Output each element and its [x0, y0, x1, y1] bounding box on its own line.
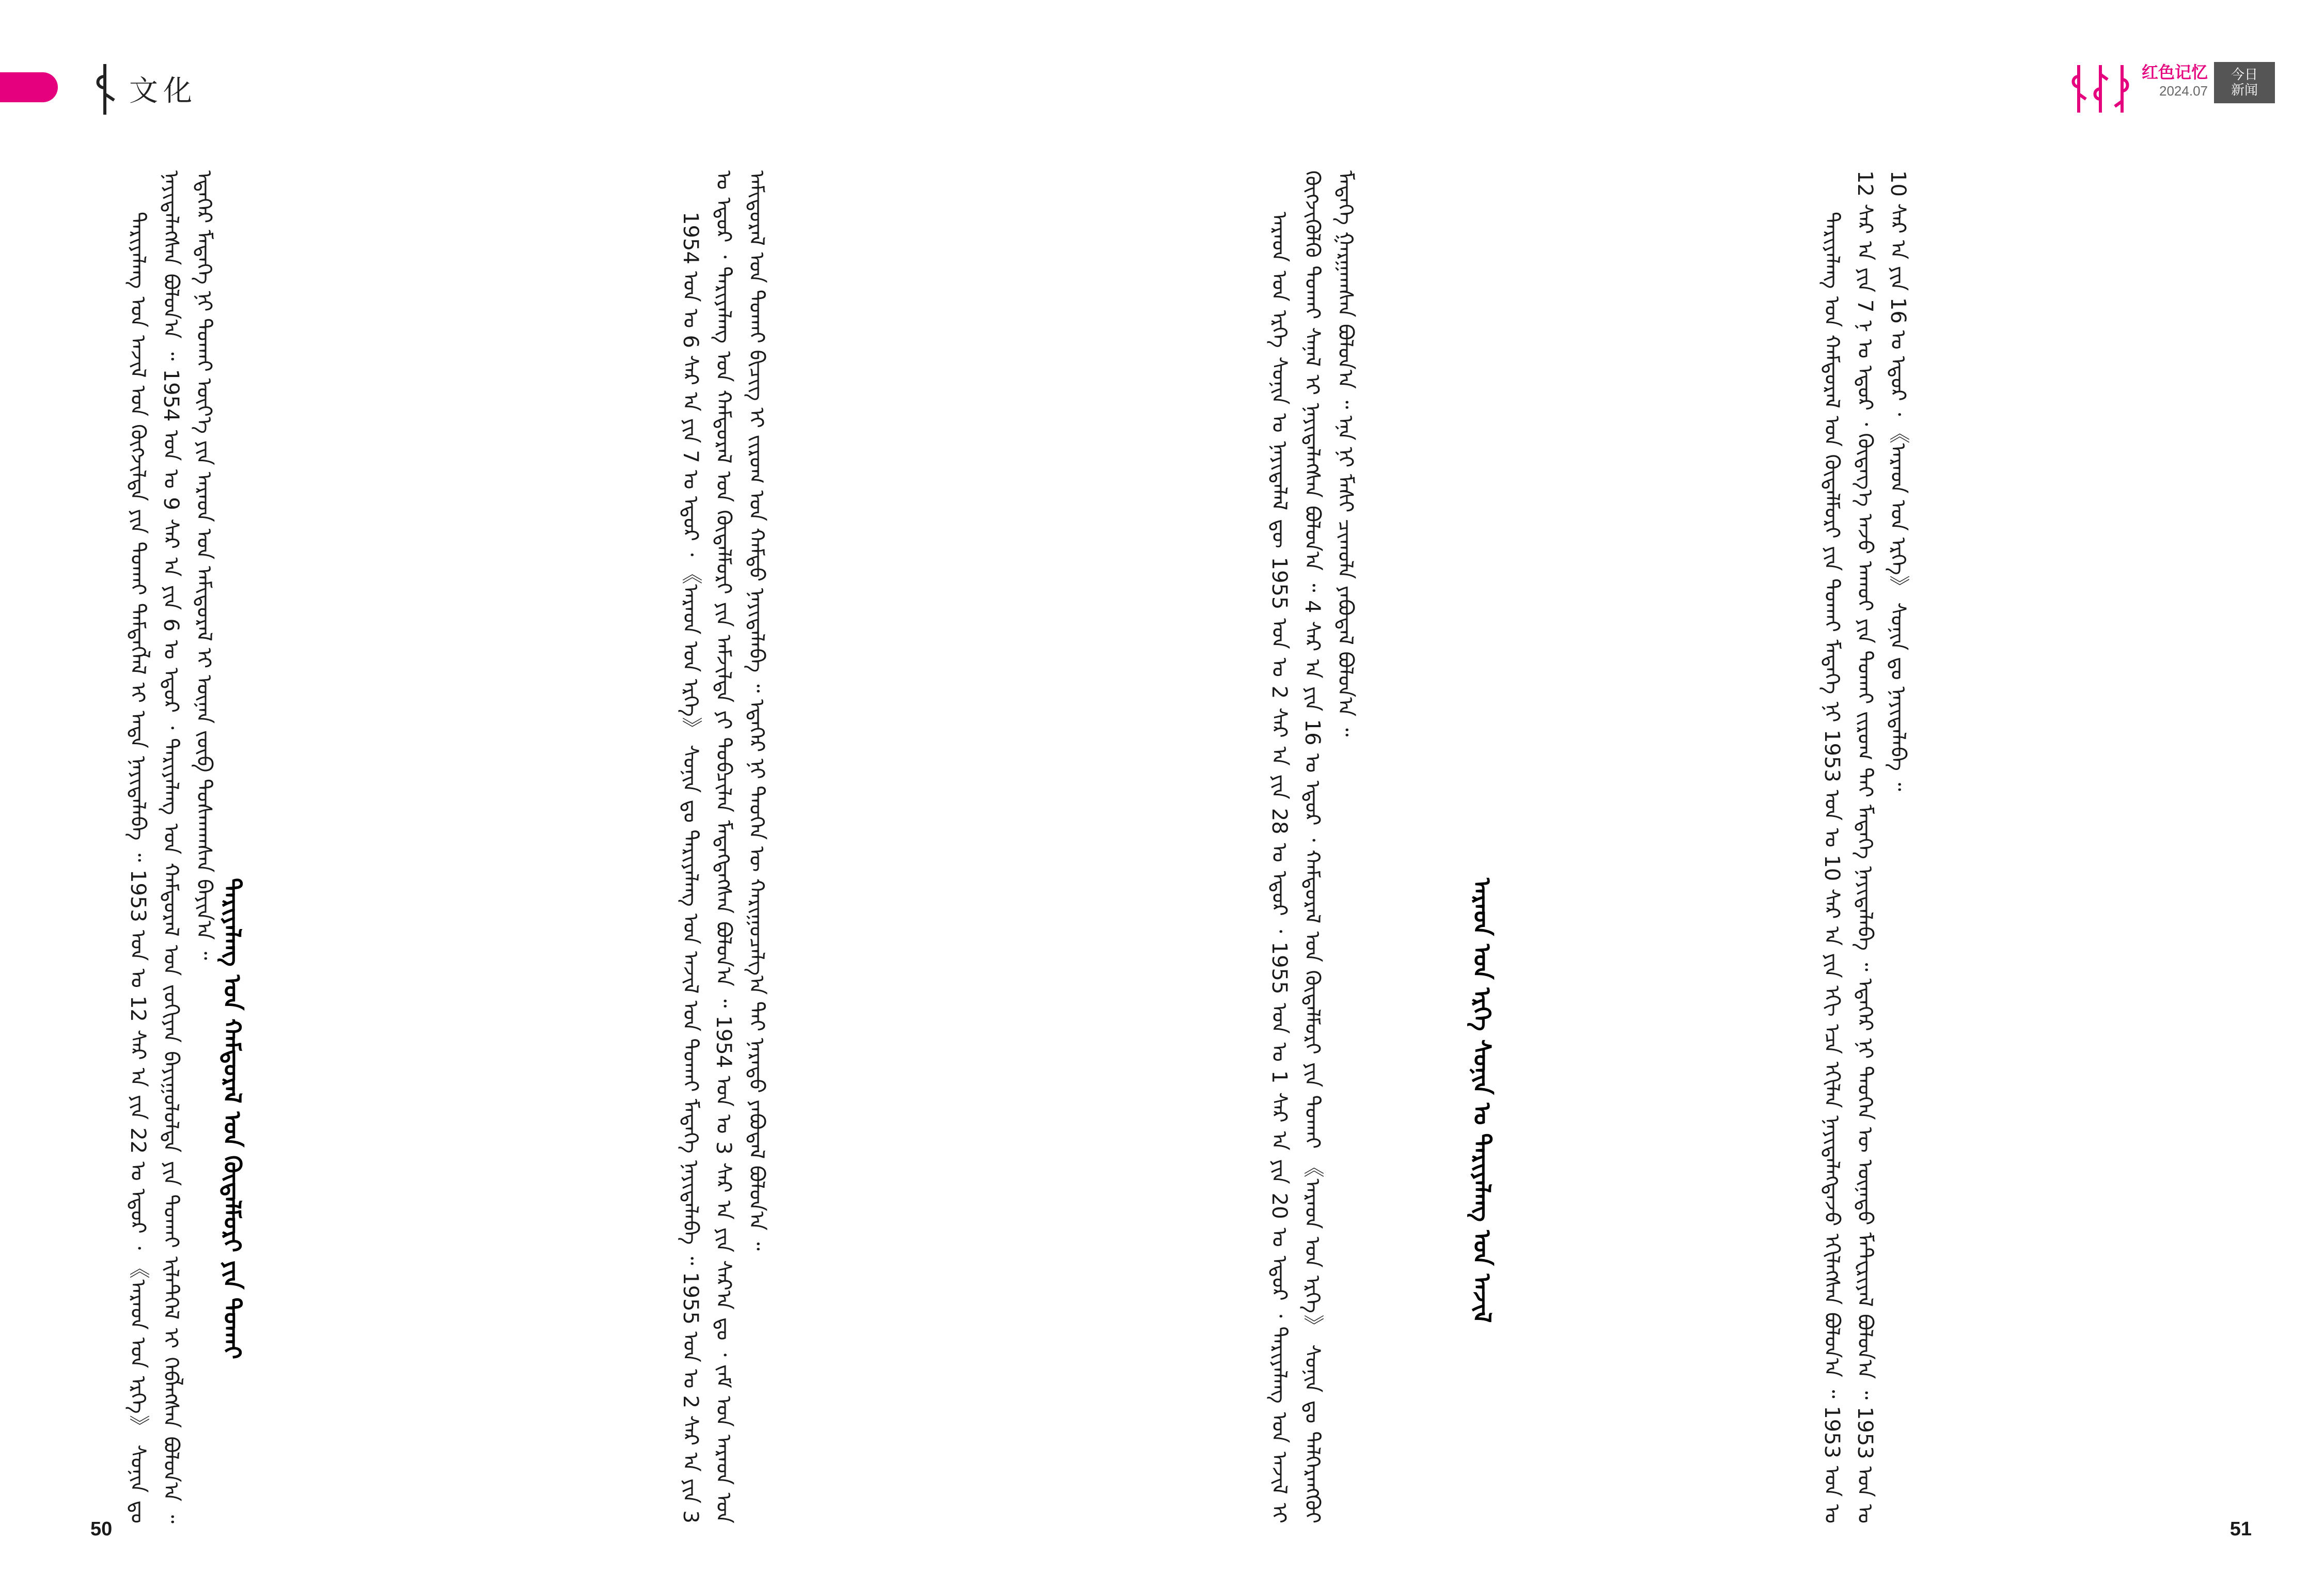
- article-paragraph: 1954 ᠣᠨ ᠤ 6 ᠰᠠᠷ ᠠ ᠶᠢᠨ 7 ᠤ ᠡᠳᠦᠷ ᠂ 《ᠠᠷᠠᠳ ᠤᠨ ᠡᠷᠬᠡ》 ᠰᠣᠨᠢᠨ ᠳᠤ ᠲᠠᠷᠢᠶᠠᠯᠠᠩ ᠤᠨ ᠠᠵᠢᠯ ᠤᠨ ᠲᠤᠬᠠᠢ ᠮᠡᠳᠡᠭᠡ ᠨᠡᠶᠢᠲᠡᠯᠡᠪᠡ ᠃ 1955 ᠣᠨ ᠤ 2 ᠰᠠᠷ ᠠ ᠶᠢᠨ 3 ᠤ ᠡᠳᠦᠷ ᠂ ᠲᠠᠷᠢᠶᠠᠯᠠᠩ ᠤᠨ ᠬᠠᠮᠲᠤᠷᠠᠯ ᠤᠨ ᠬᠥᠳᠡᠯᠮᠦᠷᠢ ᠶᠢᠨ ᠠᠮᠵᠢᠯᠲᠠ ᠶᠢ ᠲᠣᠪᠴᠢᠯᠠᠨ ᠮᠡᠳᠡᠭᠳᠡᠭᠰᠡᠨ ᠪᠣᠯᠤᠨ᠎ᠠ ᠃ 1954 ᠣᠨ ᠤ 3 ᠰᠠᠷ ᠠ ᠶᠢᠨ ᠰᠠᠷ᠎ᠠ ᠳᠤ ᠂ ᠵᠠᠮ ᠤᠨ ᠠᠷᠠᠳ ᠤᠨ ᠠᠮᠢᠳᠤᠷᠠᠯ ᠤᠨ ᠲᠤᠬᠠᠢ ᠪᠢᠴᠢᠭ᠌ ᠢ ᠵᠢᠷᠤᠭ ᠤᠨ ᠬᠠᠮᠲᠤ ᠨᠡᠶᠢᠲᠡᠯᠡᠪᠡ ᠃ ᠡᠳᠡᠭᠡᠷ ᠨᠢ ᠲᠡᠦᠬᠡᠨ ᠦ ᠬᠠᠷᠢᠭᠤᠴᠠᠯᠭ᠎ᠠ ᠲᠠᠢ ᠨᠡᠷᠡᠲᠦ ᠶᠠᠪᠤᠳᠠᠯ ᠪᠣᠯᠤᠨ᠎ᠠ ᠃: [679, 170, 768, 1523]
- article-paragraph: ᠠᠷᠠᠳ ᠤᠨ ᠡᠷᠬᠡ ᠰᠣᠨᠢᠨ ᠤ ᠨᠡᠶᠢᠲᠡᠯᠡᠯ ᠳᠦ 1955 ᠣᠨ ᠤ 2 ᠰᠠᠷ ᠠ ᠶᠢᠨ 28 ᠤ ᠡᠳᠦᠷ ᠂ 1955 ᠣᠨ ᠤ 1 ᠰᠠᠷ ᠠ ᠶᠢᠨ 20 ᠤ ᠡᠳᠦᠷ ᠂ ᠲᠠᠷᠢᠶᠠᠯᠠᠩ ᠤᠨ ᠠᠵᠢᠯ ᠢ ᠬᠥᠭᠵᠢᠭᠦᠯᠬᠦ ᠲᠤᠬᠠᠢ ᠰᠠᠨᠠᠯ ᠢ ᠨᠡᠶᠢᠲᠡᠯᠡᠭᠰᠡᠨ ᠪᠣᠯᠤᠨ᠎ᠠ ᠃ 4 ᠰᠠᠷ ᠠ ᠶᠢᠨ 16 ᠤ ᠡᠳᠦᠷ ᠂ ᠬᠠᠮᠲᠤᠷᠠᠯ ᠤᠨ ᠬᠥᠳᠡᠯᠮᠦᠷᠢ ᠶᠢᠨ ᠲᠤᠬᠠᠢ 《ᠠᠷᠠᠳ ᠤᠨ ᠡᠷᠬᠡ》 ᠰᠣᠨᠢᠨ ᠳᠤ ᠳᠡᠯᠭᠡᠷᠡᠩᠭᠦᠢ ᠮᠡᠳᠡᠭᠡ ᠭᠠᠷᠭᠠᠭᠰᠠᠨ ᠪᠣᠯᠤᠨ᠎ᠠ ᠃ ᠡᠨᠡ ᠨᠢ ᠮᠠᠰᠢ ᠴᠢᠬᠤᠯᠠ ᠶᠠᠪᠤᠳᠠᠯ ᠪᠣᠯᠤᠨ᠎ᠠ ᠃: [1267, 170, 1357, 1523]
- subheading-left: ᠲᠠᠷᠢᠶᠠᠯᠠᠩ ᠤᠨ ᠬᠠᠮᠲᠤᠷᠠᠯ ᠤᠨ ᠬᠥᠳᠡᠯᠮᠦᠷᠢ ᠶᠢᠨ ᠲᠤᠬᠠᠢ: [218, 878, 246, 1359]
- mongolian-section-glyph-icon: [90, 61, 119, 118]
- page-number-left: 50: [90, 1518, 113, 1540]
- section-tab-marker: [0, 72, 58, 102]
- magazine-masthead: [2068, 62, 2275, 119]
- article-column-4: [1815, 170, 2324, 1523]
- subheading-right: ᠠᠷᠠᠳ ᠤᠨ ᠡᠷᠬᠡ ᠰᠣᠨᠢᠨ ᠤ ᠲᠠᠷᠢᠶᠠᠯᠠᠩ ᠤᠨ ᠠᠵᠢᠯ: [1468, 878, 1496, 1323]
- masthead-text: [2142, 62, 2208, 99]
- magazine-title: 红色记忆: [2141, 63, 2208, 82]
- article-paragraph: ᠲᠠᠷᠢᠶᠠᠯᠠᠩ ᠤᠨ ᠬᠠᠮᠲᠤᠷᠠᠯ ᠤᠨ ᠬᠥᠳᠡᠯᠮᠦᠷᠢ ᠶᠢᠨ ᠲᠤᠬᠠᠢ ᠮᠡᠳᠡᠭᠡ ᠨᠢ 1953 ᠣᠨ ᠤ 10 ᠰᠠᠷ ᠠ ᠶᠢᠨ ᠡᠬᠢ ᠡᠴᠡ ᠡᠬᠢᠯᠡᠨ ᠨᠡᠶᠢᠲᠡᠯᠡᠭᠳᠡᠵᠦ ᠡᠬᠢᠯᠡᠭᠰᠡᠨ ᠪᠣᠯᠤᠨ᠎ᠠ ᠃ 1953 ᠣᠨ ᠤ 12 ᠰᠠᠷ ᠠ ᠶᠢᠨ 7 ᠨ ᠤ ᠡᠳᠦᠷ ᠂ ᠬᠥᠳᠡᠭ᠎ᠡ ᠠᠵᠤ ᠠᠬᠤᠢ ᠶᠢᠨ ᠲᠤᠬᠠᠢ ᠵᠢᠷᠤᠭ ᠲᠠᠢ ᠮᠡᠳᠡᠭᠡ ᠨᠡᠶᠢᠲᠡᠯᠡᠪᠡ ᠃ ᠡᠳᠡᠭᠡᠷ ᠨᠢ ᠲᠡᠦᠬᠡᠨ ᠦ ᠦᠨᠡᠲᠦ ᠮᠠᠲ᠋ᠧᠷᠢᠶᠠᠯ ᠪᠣᠯᠤᠨ᠎ᠠ ᠃ 1953 ᠣᠨ ᠤ 10 ᠰᠠᠷ ᠠ ᠶᠢᠨ 16 ᠤ ᠡᠳᠦᠷ ᠂ 《ᠠᠷᠠᠳ ᠤᠨ ᠡᠷᠬᠡ》 ᠰᠣᠨᠢᠨ ᠳᠤ ᠨᠡᠶᠢᠲᠡᠯᠡᠪᠡ ᠃: [1820, 170, 1910, 1523]
- page-number-right: 51: [2229, 1518, 2252, 1540]
- issue-date: 2024.07: [2159, 83, 2208, 99]
- section-title: 文化: [129, 74, 197, 108]
- article-paragraph: ᠲᠠᠷᠢᠶᠠᠯᠠᠩ ᠤᠨ ᠠᠵᠢᠯ ᠤᠨ ᠬᠥᠭᠵᠢᠯᠲᠡ ᠶᠢᠨ ᠲᠤᠬᠠᠢ ᠲᠡᠮᠳᠡᠭᠯᠡᠯ ᠢ ᠡᠨᠳᠡ ᠨᠡᠶᠢᠲᠡᠯᠡᠪᠡ ᠃ 1953 ᠣᠨ ᠤ 12 ᠰᠠᠷ ᠠ ᠶᠢᠨ 22 ᠤ ᠡᠳᠦᠷ ᠂ 《ᠠᠷᠠᠳ ᠤᠨ ᠡᠷᠬᠡ》 ᠰᠣᠨᠢᠨ ᠳᠤ ᠨᠡᠶᠢᠲᠡᠯᠡᠭᠰᠡᠨ ᠪᠣᠯᠤᠨ᠎ᠠ ᠃ 1954 ᠣᠨ ᠤ 9 ᠰᠠᠷ ᠠ ᠶᠢᠨ 6 ᠤ ᠡᠳᠦᠷ ᠂ ᠲᠠᠷᠢᠶᠠᠯᠠᠩ ᠤᠨ ᠬᠠᠮᠲᠤᠷᠠᠯ ᠤᠨ ᠵᠣᠬᠢᠶᠠᠨ ᠪᠠᠶᠢᠭᠤᠯᠤᠯᠲᠠ ᠶᠢᠨ ᠲᠤᠬᠠᠢ ᠢᠯᠡᠲᠬᠡᠯ ᠢ ᠬᠡᠪᠯᠡᠭᠰᠡᠨ ᠪᠣᠯᠤᠨ᠎ᠠ ᠃ ᠡᠳᠡᠭᠡᠷ ᠮᠡᠳᠡᠭᠡ ᠨᠢ ᠲᠤᠬᠠᠢ ᠦᠶ᠎ᠡ ᠶᠢᠨ ᠠᠷᠠᠳ ᠤᠨ ᠠᠮᠢᠳᠤᠷᠠᠯ ᠢ ᠦᠨᠡᠨ ᠵᠥᠪ ᠲᠤᠰᠬᠠᠭᠰᠠᠨ ᠪᠠᠶᠢᠨ᠎ᠠ ᠃: [126, 170, 216, 1523]
- article-column-1: [121, 170, 658, 1523]
- mongolian-masthead-glyph-icon: [2068, 62, 2135, 116]
- article-column-2: [674, 170, 1211, 1523]
- newspaper-logo: 今日 新闻: [2214, 62, 2275, 103]
- article-column-3: [1263, 170, 1800, 1523]
